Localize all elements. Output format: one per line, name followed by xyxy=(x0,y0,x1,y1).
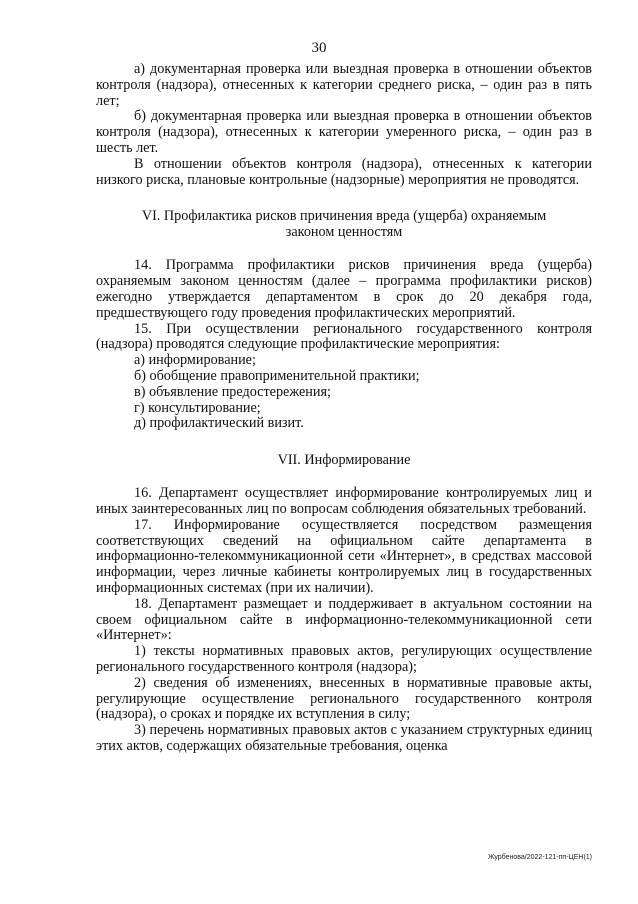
list-item-practice: б) обобщение правоприменительной практики; xyxy=(134,367,420,384)
paragraph-15: 15. При осуществлении регионального государственного контроля (надзора) проводятся следующие профилактические мероприятия: xyxy=(96,320,592,353)
paragraph-low-risk: В отношении объектов контроля (надзора), отнесенных к категории низкого риска, плановые контрольные (надзорные) мероприятия не проводятся. xyxy=(96,155,592,188)
footer-document-code: Журбенова/2022-121-пп-ЦЕН(1) xyxy=(487,854,592,861)
paragraph-16: 16. Департамент осуществляет информирование контролируемых лиц и иных заинтересованных лиц по вопросам соблюдения обязательных требований. xyxy=(96,485,592,517)
list-item-visit: д) профилактический визит. xyxy=(134,415,304,432)
paragraph-18: 18. Департамент размещает и поддерживает в актуальном состоянии на своем официальном сайте в информационно-телекоммуникационной сети «Интернет»: xyxy=(96,595,592,644)
list-item-consulting: г) консультирование; xyxy=(134,399,261,416)
paragraph-18-item-3: 3) перечень нормативных правовых актов с указанием структурных единиц этих актов, содержащих обязательные требования, оценка xyxy=(96,722,592,754)
list-item-warning: в) объявление предостережения; xyxy=(134,383,331,400)
section-6-heading-line1: VI. Профилактика рисков причинения вреда (ущерба) охраняемым xyxy=(141,208,547,225)
paragraph-18-item-1: 1) тексты нормативных правовых актов, регулирующих осуществление регионального государственного контроля (надзора); xyxy=(96,643,592,675)
paragraph-14: 14. Программа профилактики рисков причинения вреда (ущерба) охраняемым законом ценностям (далее – программа профилактики рисков) ежегодно утверждается департаментом в срок до 20 декабря года, предшествующего году проведения профилактических мероприятий. xyxy=(96,257,592,321)
paragraph-18-item-2: 2) сведения об изменениях, внесенных в нормативные правовые акты, регулирующие осуществление регионального государственного контроля (надзора), о сроках и порядке их вступления в силу; xyxy=(96,674,592,723)
paragraph-17: 17. Информирование осуществляется посредством размещения соответствующих сведений на официальном сайте департамента в информационно-телекоммуникационной сети «Интернет», в средствах массовой информации, через личные кабинеты контролируемых лиц в государственных информационных системах (при их наличии). xyxy=(96,516,592,596)
section-6-heading-line2: законом ценностям xyxy=(285,224,403,241)
list-item-informing: а) информирование; xyxy=(134,352,256,369)
section-7-heading: VII. Информирование xyxy=(277,452,411,469)
document-body xyxy=(96,62,592,755)
paragraph-item-b: б) документарная проверка или выездная проверка в отношении объектов контроля (надзора), отнесенных к категории умеренного риска, – один раз в шесть лет. xyxy=(96,108,592,156)
page-number: 30 xyxy=(311,40,327,56)
paragraph-item-a: а) документарная проверка или выездная проверка в отношении объектов контроля (надзора), отнесенных к категории среднего риска, – один раз в пять лет; xyxy=(96,61,592,109)
section-6-heading xyxy=(96,208,592,240)
